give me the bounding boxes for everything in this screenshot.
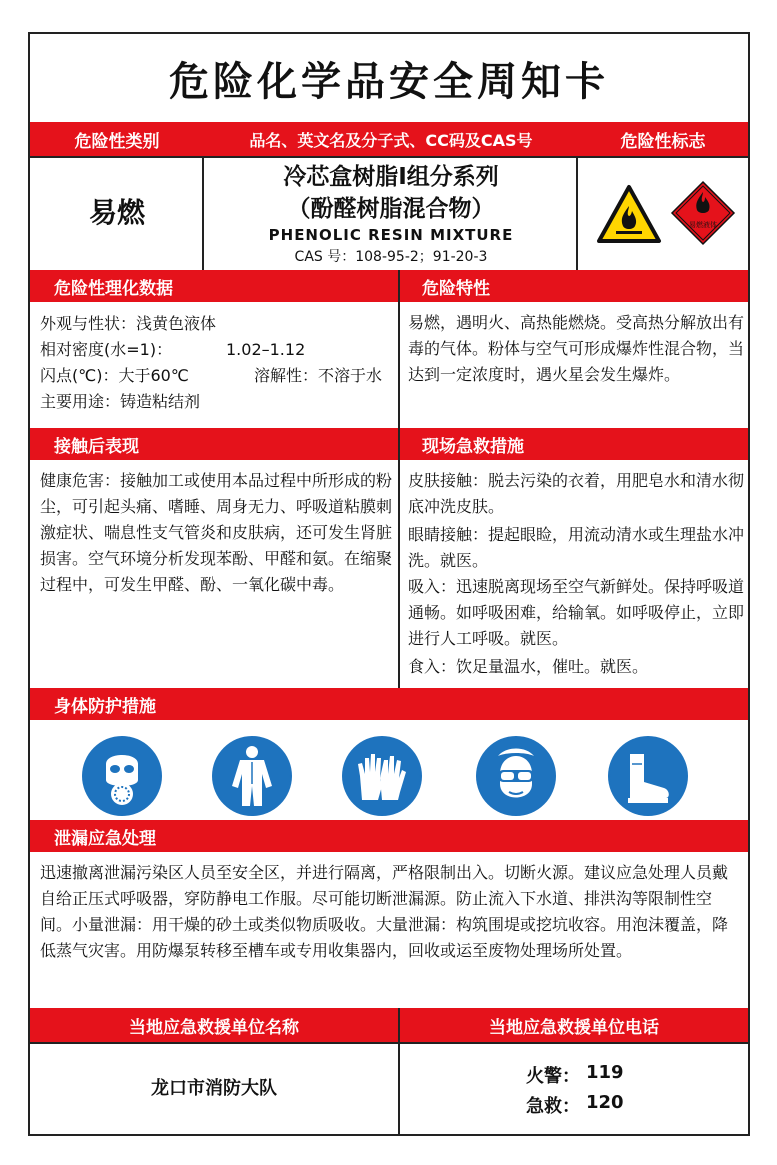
physchem-heading: 危险性理化数据: [30, 270, 398, 302]
flammable-liquid-diamond-icon: [670, 180, 736, 246]
boots-icon: [608, 736, 688, 816]
product-name-line2: （酚醛树脂混合物）: [287, 196, 495, 222]
diamond-label: 易燃液体: [689, 221, 717, 229]
fire-number: 119: [586, 1062, 624, 1083]
physchem-solubility: 溶解性：不溶于水: [254, 366, 383, 385]
page-title: 危险化学品安全周知卡: [169, 58, 609, 105]
physchem-flash-point: 闪点(℃)：大于60℃: [40, 366, 189, 385]
divider: [202, 156, 204, 270]
product-name-line1: 冷芯盒树脂Ⅰ组分系列: [283, 164, 499, 190]
first-aid-ingest: 食入：饮足量温水，催吐。就医。: [408, 657, 649, 676]
divider: [398, 270, 400, 688]
emergency-unit-heading: 当地应急救援单位名称: [30, 1008, 398, 1042]
emergency-phone-heading: 当地应急救援单位电话: [400, 1008, 748, 1042]
first-aid-heading: 现场急救措施: [400, 428, 748, 460]
divider: [576, 156, 578, 270]
header-hazard-class: 危险性类别: [74, 131, 160, 152]
emergency-unit-name: 龙口市消防大队: [151, 1078, 277, 1099]
goggles-icon: [476, 736, 556, 816]
gloves-icon: [342, 736, 422, 816]
first-aid-inhale: 吸入：迅速脱离现场至空气新鲜处。保持呼吸道通畅。如呼吸困难，给输氧。如呼吸停止，立即进行人工呼吸。就医。: [408, 577, 745, 648]
contact-text: 健康危害：接触加工或使用本品过程中所形成的粉尘，可引起头痛、嗜睡、周身无力、呼吸道粘膜刺激症状、喘息性支气管炎和皮肤病，还可发生肾脏损害。空气环境分析发现苯酚、甲醛和氨。在缩聚过程中，可发生甲醛、酚、一氧化碳中毒。: [40, 471, 393, 594]
product-english-name: PHENOLIC RESIN MIXTURE: [268, 226, 514, 244]
fire-label: 火警：: [526, 1066, 580, 1087]
protective-suit-icon: [212, 736, 292, 816]
first-aid-skin: 皮肤接触：脱去污染的衣着，用肥皂水和清水彻底冲洗皮肤。: [408, 471, 745, 516]
first-aid-eye: 眼睛接触：提起眼睑，用流动清水或生理盐水冲洗。就医。: [408, 525, 745, 570]
contact-heading: 接触后表现: [30, 428, 398, 460]
physchem-density-value: 1.02–1.12: [226, 340, 306, 359]
ambulance-number: 120: [586, 1092, 624, 1113]
product-cas: CAS 号：108-95-2；91-20-3: [294, 249, 488, 265]
protection-heading: 身体防护措施: [30, 688, 748, 720]
hazard-props-heading: 危险特性: [400, 270, 748, 302]
header-hazard-sign: 危险性标志: [620, 131, 706, 152]
leak-text: 迅速撤离泄漏污染区人员至安全区，并进行隔离，严格限制出入。切断火源。建议应急处理人员戴自给正压式呼吸器，穿防静电工作服。尽可能切断泄漏源。防止流入下水道、排洪沟等限制性空间。小量泄漏：用干燥的砂土或类似物质吸收。大量泄漏：构筑围堤或挖坑收容。用泡沫覆盖，降低蒸气灾害。用防爆泵转移至槽车或专用收集器内，回收或运至废物处理场所处置。: [40, 863, 729, 960]
physchem-usage: 主要用途：铸造粘结剂: [40, 392, 201, 411]
divider: [30, 156, 748, 158]
header-product-info: 品名、英文名及分子式、CC码及CAS号: [249, 130, 533, 150]
leak-heading: 泄漏应急处理: [30, 820, 748, 852]
hazard-class-value: 易燃: [88, 196, 145, 229]
safety-card: [28, 32, 750, 1136]
gas-mask-icon: [82, 736, 162, 816]
divider: [398, 1008, 400, 1136]
physchem-appearance: 外观与性状：浅黄色液体: [40, 314, 217, 333]
hazard-props-text: 易燃，遇明火、高热能燃烧。受高热分解放出有毒的气体。粉体与空气可形成爆炸性混合物，当达到一定浓度时，遇火星会发生爆炸。: [408, 313, 745, 384]
physchem-density-label: 相对密度(水=1)：: [40, 340, 173, 359]
divider: [30, 1042, 748, 1044]
flammable-warning-icon: [596, 184, 662, 244]
ambulance-label: 急救：: [526, 1096, 580, 1117]
